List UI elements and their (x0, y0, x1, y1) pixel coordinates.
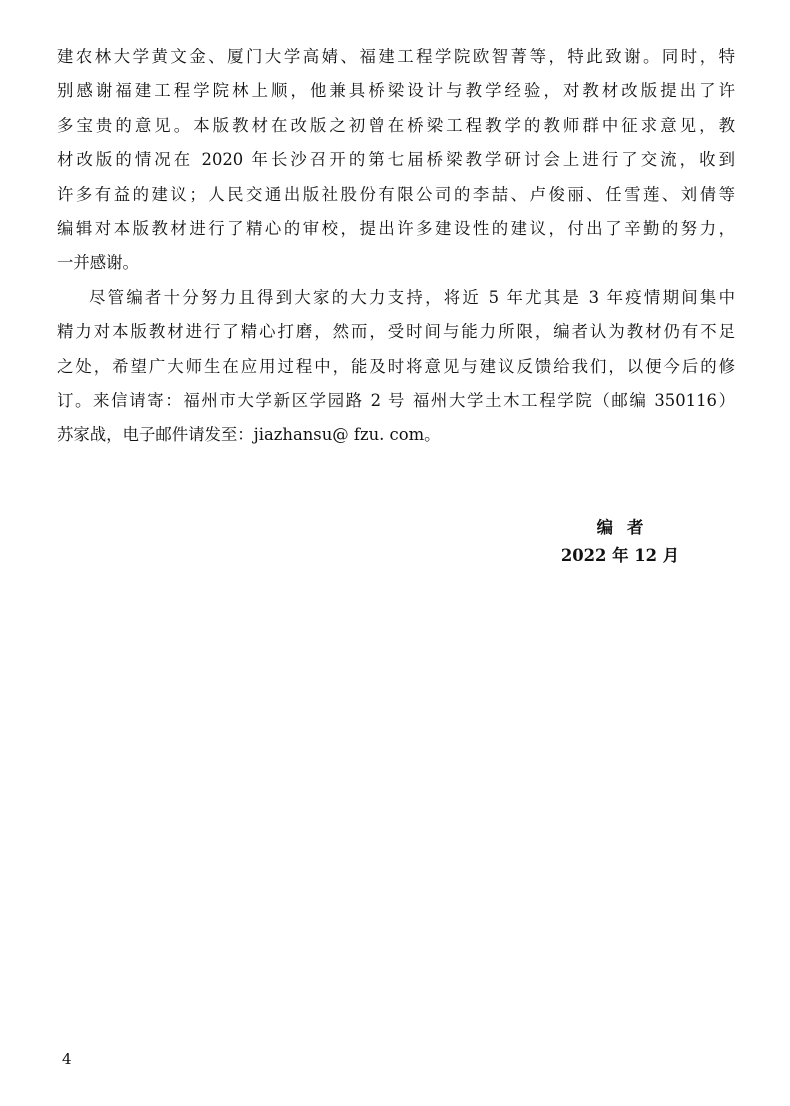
text-line: 许多有益的建议；人民交通出版社股份有限公司的李喆、卢俊丽、任雪莲、刘倩等 (57, 184, 735, 204)
signature-author: 编者 (596, 518, 658, 537)
text-line: 一并感谢。 (57, 253, 139, 273)
text-line: 精力对本版教材进行了精心打磨，然而，受时间与能力所限，编者认为教材仍有不足 (57, 322, 735, 342)
page-number: 4 (62, 1050, 72, 1068)
paragraph-feedback (57, 281, 735, 453)
text-line: 编辑对本版教材进行了精心的审校，提出许多建设性的建议，付出了辛勤的努力， (57, 219, 735, 239)
signature-date: 2022 年 12 月 (560, 546, 680, 565)
preface-body (57, 40, 735, 453)
text-line: 之处，希望广大师生在应用过程中，能及时将意见与建议反馈给我们，以便今后的修 (57, 356, 735, 376)
text-line: 尽管编者十分努力且得到大家的大力支持，将近 5 年尤其是 3 年疫情期间集中 (89, 287, 735, 307)
text-line: 材改版的情况在 2020 年长沙召开的第七届桥梁教学研讨会上进行了交流，收到 (57, 150, 735, 170)
text-line: 别感谢福建工程学院林上顺，他兼具桥梁设计与教学经验，对教材改版提出了许 (57, 81, 735, 101)
paragraph-acknowledgements (57, 40, 735, 281)
text-line: 苏家战，电子邮件请发至：jiazhansu@ fzu. com。 (57, 425, 441, 445)
text-line: 订。来信请寄：福州市大学新区学园路 2 号 福州大学土木工程学院（邮编 350116） (57, 391, 735, 411)
text-line: 建农林大学黄文金、厦门大学高婧、福建工程学院欧智菁等，特此致谢。同时，特 (57, 47, 735, 66)
signature-block (560, 514, 680, 570)
text-line: 多宝贵的意见。本版教材在改版之初曾在桥梁工程教学的教师群中征求意见，教 (57, 115, 735, 135)
